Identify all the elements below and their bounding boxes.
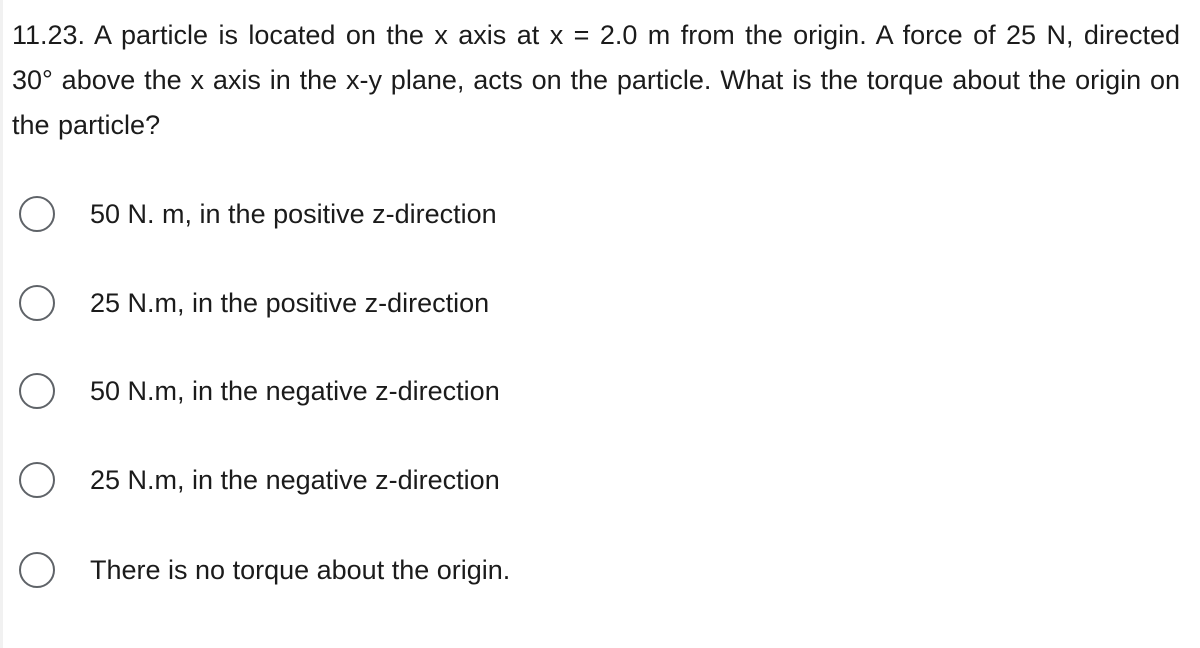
answer-option-2[interactable]: [19, 283, 489, 323]
option-label: 25 N.m, in the negative z-direction: [90, 465, 500, 495]
answer-option-5[interactable]: [19, 550, 510, 590]
option-label: 25 N.m, in the positive z-direction: [90, 288, 490, 318]
radio-button-icon[interactable]: [19, 462, 55, 498]
radio-button-icon[interactable]: [19, 285, 55, 321]
answer-option-4[interactable]: [19, 460, 500, 500]
option-label: 50 N.m, in the negative z-direction: [90, 376, 500, 406]
question-text: 11.23. A particle is located on the x axis at x = 2.0 m from the origin. A force of 25 N, directed 30° above the x axis in the x-y plane, acts on the particle. What is the torque about the origin on the particle?: [12, 20, 1180, 140]
radio-button-icon[interactable]: [19, 373, 55, 409]
option-label: There is no torque about the origin.: [90, 555, 511, 585]
option-label: 50 N. m, in the positive z-direction: [90, 199, 497, 229]
answer-option-3[interactable]: [19, 371, 500, 411]
radio-button-icon[interactable]: [19, 196, 55, 232]
radio-button-icon[interactable]: [19, 552, 55, 588]
answer-option-1[interactable]: [19, 194, 497, 234]
